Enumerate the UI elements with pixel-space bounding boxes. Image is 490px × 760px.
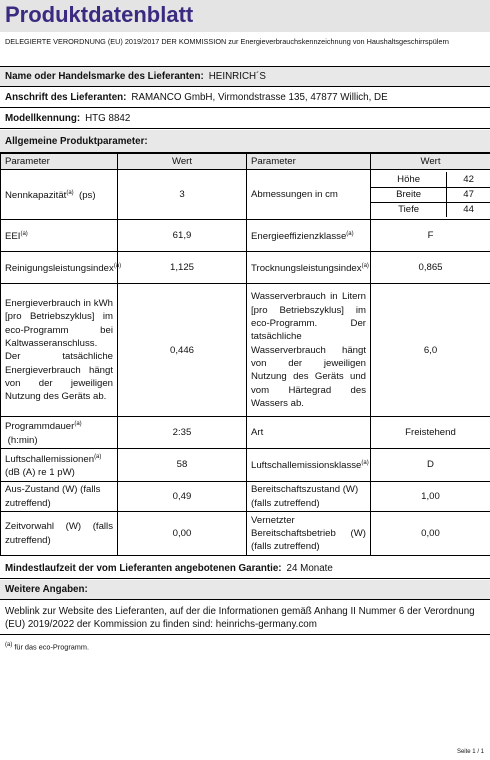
warranty-label: Mindestlaufzeit der vom Lieferanten angebotenen Garantie: — [5, 563, 282, 574]
header-parameter-2: Parameter — [247, 154, 371, 170]
dimensions-label: Abmessungen in cm — [247, 170, 371, 220]
width-value: 47 — [447, 187, 490, 202]
cleaning-label: Reinigungsleistungsindex$^{(a)}$ — [1, 252, 118, 284]
regulation-text: DELEGIERTE VERORDNUNG (EU) 2019/2017 DER KOMMISSION zur Energieverbrauchskennzeichnung von Haushaltsgeschirrspülern — [5, 37, 449, 46]
table-row — [1, 449, 490, 482]
noise-emission-value: 58 — [118, 449, 247, 482]
model-row — [0, 109, 490, 129]
weblink-row — [0, 601, 490, 635]
off-mode-label: Aus-Zustand (W) (falls zutreffend) — [1, 482, 118, 512]
height-label: Höhe — [371, 172, 447, 187]
drying-value: 0,865 — [371, 252, 490, 284]
capacity-value: 3 — [118, 170, 247, 220]
program-duration-value: 2:35 — [118, 417, 247, 449]
table-row — [1, 482, 490, 512]
parameter-table — [0, 153, 490, 556]
width-label: Breite — [371, 187, 447, 202]
weblink-url[interactable]: heinrichs-germany.com — [215, 619, 317, 630]
table-row — [1, 170, 490, 220]
noise-class-value: D — [371, 449, 490, 482]
noise-emission-label: Luftschallemissionen$^{(a)}$ (dB (A) re 1 pW) — [1, 449, 118, 482]
cleaning-value: 1,125 — [118, 252, 247, 284]
off-mode-value: 0,49 — [118, 482, 247, 512]
table-header-row — [1, 154, 490, 170]
standby-label: Bereitschaftszustand (W) (falls zutreffend) — [247, 482, 371, 512]
networked-standby-label: Vernetzter Bereitschaftsbetrieb (W) (falls zutreffend) — [247, 512, 371, 556]
water-consumption-label: Wasserverbrauch in Litern [pro Betriebszyklus] im eco-Programm. Der tatsächliche Wasserverbrauch hängt von der jeweiligen Nutzung des Geräts und vom Härtegrad des Wassers ab. — [247, 284, 371, 417]
weblink-text: Weblink zur Website des Lieferanten, auf der die Informationen gemäß Anhang II Nummer 6 der Verordnung (EU) 2019/2022 der Kommission zu finden sind: — [5, 606, 475, 630]
further-info-heading: Weitere Angaben: — [0, 580, 490, 600]
delay-start-label: Zeitvorwahl (W) (falls zutreffend) — [1, 512, 118, 556]
header-parameter: Parameter — [1, 154, 118, 170]
table-row — [1, 284, 490, 417]
eei-value: 61,9 — [118, 220, 247, 252]
noise-class-label: Luftschallemissionsklasse$^{(a)}$ — [247, 449, 371, 482]
table-row — [1, 252, 490, 284]
eei-label: EEI$^{(a)}$ — [1, 220, 118, 252]
supplier-label: Name oder Handelsmarke des Lieferanten: — [5, 71, 204, 82]
address-row — [0, 88, 490, 108]
program-duration-label: Programmdauer$^{(a)}$ (h:min) — [1, 417, 118, 449]
height-value: 42 — [447, 172, 490, 187]
energy-class-value: F — [371, 220, 490, 252]
model-value: HTG 8842 — [85, 113, 131, 124]
depth-value: 44 — [447, 202, 490, 217]
warranty-value: 24 Monate — [286, 563, 333, 574]
general-params-heading: Allgemeine Produktparameter: — [0, 130, 490, 153]
energy-consumption-label: Energieverbrauch in kWh [pro Betriebszyklus] im eco-Programm bei Kaltwasseranschluss. Der tatsächliche Energieverbrauch hängt von der jeweiligen Nutzung des Geräts ab. — [1, 284, 118, 417]
delay-start-value: 0,00 — [118, 512, 247, 556]
networked-standby-value: 0,00 — [371, 512, 490, 556]
supplier-row — [0, 66, 490, 87]
energy-consumption-value: 0,446 — [118, 284, 247, 417]
energy-class-label: Energieeffizienzklasse$^{(a)}$ — [247, 220, 371, 252]
warranty-row — [0, 559, 490, 579]
drying-label: Trocknungsleistungsindex$^{(a)}$ — [247, 252, 371, 284]
water-consumption-value: 6,0 — [371, 284, 490, 417]
address-label: Anschrift des Lieferanten: — [5, 92, 127, 103]
supplier-value: HEINRICH´S — [208, 71, 266, 82]
header-value-2: Wert — [371, 154, 490, 170]
table-row — [1, 417, 490, 449]
model-label: Modellkennung: — [5, 113, 81, 124]
footnote: $^{(a)}$ für das eco-Programm. — [5, 642, 89, 652]
standby-value: 1,00 — [371, 482, 490, 512]
depth-label: Tiefe — [398, 204, 420, 216]
capacity-label: Nennkapazität$^{(a)}$ (ps) — [1, 170, 118, 220]
type-value: Freistehend — [371, 417, 490, 449]
dimensions-values — [371, 170, 490, 220]
page-number: Seite 1 / 1 — [456, 749, 484, 755]
header-value: Wert — [118, 154, 247, 170]
table-row — [1, 512, 490, 556]
type-label: Art — [247, 417, 371, 449]
table-row — [1, 220, 490, 252]
address-value: RAMANCO GmbH, Virmondstrasse 135, 47877 Willich, DE — [131, 92, 388, 103]
page-title: Produktdatenblatt — [5, 2, 194, 27]
